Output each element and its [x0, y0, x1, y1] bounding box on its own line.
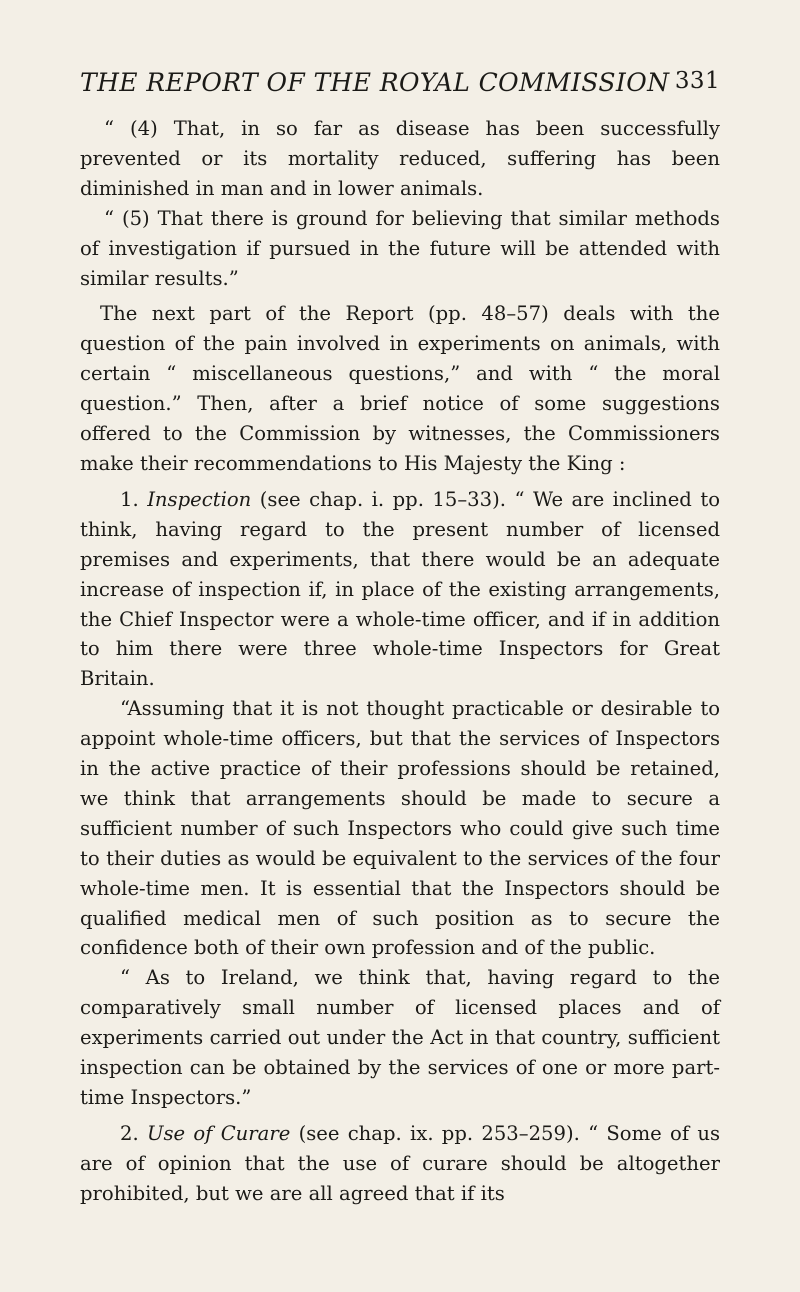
quote-paragraph-4: “ (4) That, in so far as disease has been successfully prevented or its mortality reduced, suffering has been diminished in man and in lower animals. — [80, 117, 720, 200]
item-lead-text: (see chap. ix. pp. 253–259). “ Some of us are of opinion that the use of curare should be altogether prohibited, but we are all agreed that if its — [80, 1121, 720, 1205]
item-lead-text: (see chap. i. pp. 15–33). “ We are inclined to think, having regard to the present number of licensed premises and experiments, that there would be an adequate increase of inspection if, in place of the existing arrangements, the Chief Inspector were a whole-time officer, and if in addition to him there were three whole-time Inspectors for Great Britain. — [80, 487, 720, 691]
page-number: 331 — [674, 68, 720, 94]
main-paragraph: The next part of the Report (pp. 48–57) deals with the question of the pain involved in experiments on animals, with certain “ miscellaneous questions,” and with “ the moral question.” Then, after a brief notice of some suggestions offered to the Commission by witnesses, the Commissioners make their recommendations to His Majesty the King : — [80, 302, 720, 475]
running-title: THE REPORT OF THE ROYAL COMMISSION — [80, 68, 670, 97]
recommendation-1 — [80, 485, 720, 694]
item-heading: Inspection — [147, 487, 252, 511]
item-number: 2. — [120, 1121, 139, 1145]
item-number: 1. — [120, 487, 139, 511]
recommendation-1-continuation-2: “ As to Ireland, we think that, having regard to the comparatively small number of licensed places and of experiments carried out under the Act in that country, sufficient inspection can be obtained by the services of one or more part-time Inspectors.” — [80, 966, 720, 1109]
item-heading: Use of Curare — [146, 1121, 291, 1145]
recommendation-2 — [80, 1119, 720, 1209]
recommendation-1-continuation-1: “Assuming that it is not thought practicable or desirable to appoint whole-time officers, but that the services of Inspectors in the active practice of their professions should be retained, we think that arrangements should be made to secure a sufficient number of such Inspectors who could give such time to their duties as would be equivalent to the services of the four whole-time men. It is essential that the Inspectors should be qualified medical men of such position as to secure the confidence both of their own profession and of the public. — [80, 697, 720, 960]
quote-paragraph-5: “ (5) That there is ground for believing that similar methods of investigation if pursued in the future will be attended with similar results.” — [80, 206, 720, 290]
running-header — [80, 68, 720, 102]
page-body — [80, 114, 720, 1209]
